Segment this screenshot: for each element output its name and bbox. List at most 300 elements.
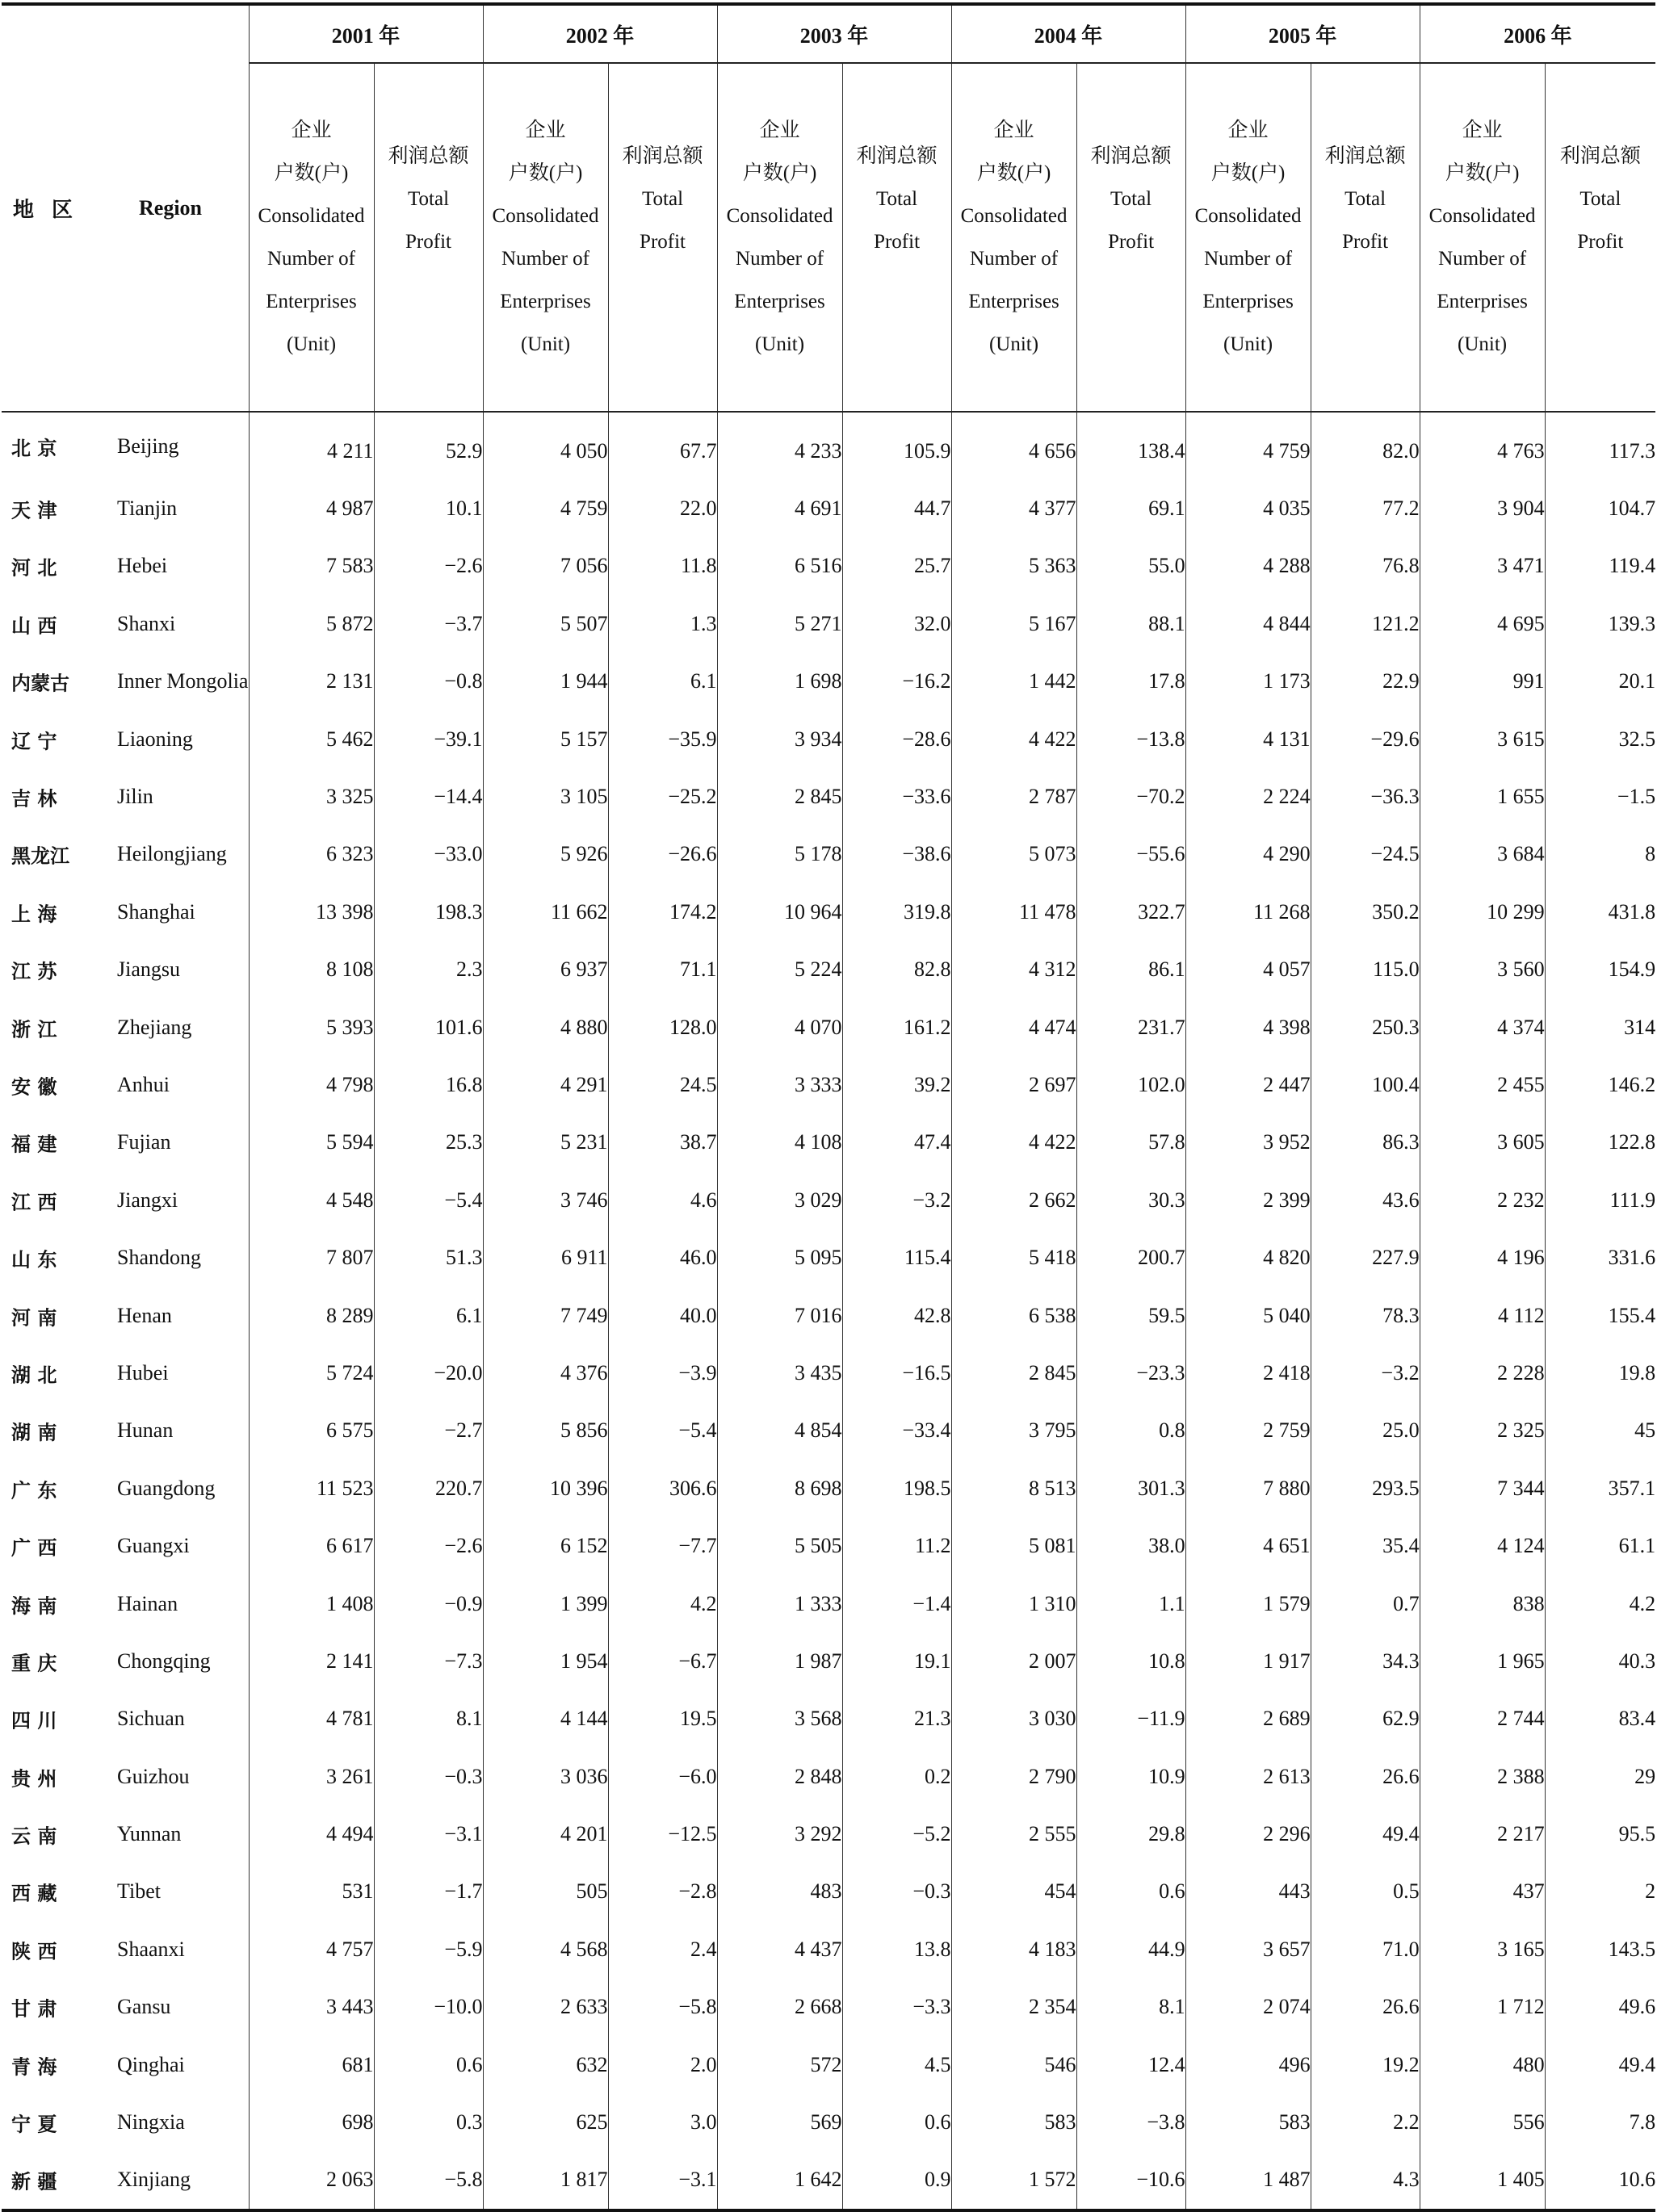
region-name-cn: 天 津 bbox=[11, 499, 57, 522]
region-cell bbox=[2, 1402, 249, 1460]
profit-cell: 10.9 bbox=[1076, 1748, 1185, 1805]
enterprises-cell: 1 579 bbox=[1185, 1575, 1311, 1632]
region-label-en: Region bbox=[139, 196, 202, 220]
enterprises-cell: 10 299 bbox=[1420, 883, 1545, 941]
region-name-en: Hainan bbox=[117, 1591, 178, 1615]
enterprises-cell: 4 422 bbox=[951, 710, 1076, 768]
enterprises-cell: 2 131 bbox=[249, 653, 374, 710]
profit-cell: −5.4 bbox=[608, 1402, 717, 1460]
profit-cell: −13.8 bbox=[1076, 710, 1185, 768]
region-name-en: Tianjin bbox=[117, 496, 178, 521]
enterprises-cell: 5 167 bbox=[951, 595, 1076, 652]
profit-cell: 22.9 bbox=[1311, 653, 1420, 710]
profit-cell: 82.8 bbox=[842, 941, 951, 999]
year-header: 2006 年 bbox=[1420, 4, 1655, 63]
enterprises-cell: 4 987 bbox=[249, 480, 374, 537]
enterprises-cell: 625 bbox=[483, 2093, 608, 2151]
profit-cell: 154.9 bbox=[1545, 941, 1655, 999]
profit-cell: 4.2 bbox=[608, 1575, 717, 1632]
table-row bbox=[2, 1575, 1655, 1632]
region-name-cn: 贵 州 bbox=[11, 1767, 57, 1791]
profit-cell: 0.8 bbox=[1076, 1402, 1185, 1460]
enterprises-cell: 3 746 bbox=[483, 1171, 608, 1229]
enterprises-header-line: Enterprises bbox=[266, 291, 357, 312]
enterprises-cell: 5 040 bbox=[1185, 1287, 1311, 1344]
region-column-header bbox=[2, 4, 249, 412]
profit-cell: 26.6 bbox=[1311, 1979, 1420, 2036]
table-row bbox=[2, 1402, 1655, 1460]
table-row bbox=[2, 412, 1655, 480]
enterprises-cell: 1 399 bbox=[483, 1575, 608, 1632]
profit-cell: 4.6 bbox=[608, 1171, 717, 1229]
profit-cell: 43.6 bbox=[1311, 1171, 1420, 1229]
enterprises-cell: 5 271 bbox=[717, 595, 842, 652]
region-cell bbox=[2, 1287, 249, 1344]
region-cell bbox=[2, 1229, 249, 1286]
profit-cell: 40.3 bbox=[1545, 1632, 1655, 1690]
profit-header-line: Profit bbox=[874, 231, 921, 253]
profit-cell: 227.9 bbox=[1311, 1229, 1420, 1286]
profit-header-line: 利润总额 bbox=[388, 145, 469, 167]
enterprises-cell: 1 487 bbox=[1185, 2151, 1311, 2210]
enterprises-cell: 1 405 bbox=[1420, 2151, 1545, 2210]
enterprises-cell: 5 081 bbox=[951, 1517, 1076, 1574]
region-name-cn: 湖 南 bbox=[11, 1421, 57, 1444]
enterprises-cell: 3 325 bbox=[249, 768, 374, 825]
table-row bbox=[2, 538, 1655, 595]
profit-cell: 322.7 bbox=[1076, 883, 1185, 941]
enterprises-cell: 546 bbox=[951, 2036, 1076, 2093]
profit-cell: −5.8 bbox=[608, 1979, 717, 2036]
region-name-cn: 河 北 bbox=[11, 556, 57, 580]
profit-cell: 2.4 bbox=[608, 1921, 717, 1978]
enterprises-cell: 6 323 bbox=[249, 826, 374, 883]
profit-header bbox=[1076, 63, 1185, 412]
profit-header-line: 利润总额 bbox=[856, 145, 938, 167]
enterprises-cell: 1 987 bbox=[717, 1632, 842, 1690]
profit-cell: 2 bbox=[1545, 1863, 1655, 1921]
enterprises-cell: 5 505 bbox=[717, 1517, 842, 1574]
enterprises-cell: 1 698 bbox=[717, 653, 842, 710]
enterprises-cell: 1 408 bbox=[249, 1575, 374, 1632]
table-row bbox=[2, 2151, 1655, 2210]
profit-cell: 24.5 bbox=[608, 1056, 717, 1113]
profit-cell: −5.4 bbox=[374, 1171, 483, 1229]
enterprises-header-line: Number of bbox=[736, 248, 824, 270]
enterprises-header-line: 户数(户) bbox=[508, 162, 583, 184]
table-row bbox=[2, 883, 1655, 941]
profit-cell: 0.6 bbox=[374, 2036, 483, 2093]
profit-cell: −7.3 bbox=[374, 1632, 483, 1690]
profit-cell: 139.3 bbox=[1545, 595, 1655, 652]
profit-header-line: Profit bbox=[640, 231, 686, 253]
profit-cell: 161.2 bbox=[842, 999, 951, 1056]
enterprises-cell: 6 516 bbox=[717, 538, 842, 595]
profit-cell: −24.5 bbox=[1311, 826, 1420, 883]
profit-header-line: 利润总额 bbox=[1559, 145, 1641, 167]
enterprises-cell: 5 073 bbox=[951, 826, 1076, 883]
profit-cell: −33.4 bbox=[842, 1402, 951, 1460]
enterprises-cell: 2 325 bbox=[1420, 1402, 1545, 1460]
table-row bbox=[2, 1632, 1655, 1690]
profit-cell: 11.8 bbox=[608, 538, 717, 595]
profit-cell: 174.2 bbox=[608, 883, 717, 941]
region-cell bbox=[2, 1805, 249, 1862]
profit-header-line: Total bbox=[642, 188, 684, 210]
profit-cell: 61.1 bbox=[1545, 1517, 1655, 1574]
profit-header bbox=[842, 63, 951, 412]
profit-cell: 105.9 bbox=[842, 412, 951, 480]
profit-cell: −26.6 bbox=[608, 826, 717, 883]
profit-cell: −33.0 bbox=[374, 826, 483, 883]
profit-cell: 4.5 bbox=[842, 2036, 951, 2093]
enterprises-cell: 4 035 bbox=[1185, 480, 1311, 537]
profit-cell: 101.6 bbox=[374, 999, 483, 1056]
enterprises-header-line: 企业 bbox=[1462, 119, 1503, 141]
enterprises-cell: 2 662 bbox=[951, 1171, 1076, 1229]
region-name-cn: 江 苏 bbox=[11, 960, 57, 983]
enterprises-cell: 4 781 bbox=[249, 1690, 374, 1748]
enterprises-header-line: 户数(户) bbox=[1445, 162, 1520, 184]
region-cell bbox=[2, 1114, 249, 1171]
enterprises-cell: 1 917 bbox=[1185, 1632, 1311, 1690]
profit-cell: 306.6 bbox=[608, 1460, 717, 1517]
enterprises-cell: 4 233 bbox=[717, 412, 842, 480]
enterprises-header-line: Number of bbox=[267, 248, 355, 270]
profit-cell: 25.3 bbox=[374, 1114, 483, 1171]
profit-cell: 100.4 bbox=[1311, 1056, 1420, 1113]
enterprises-cell: 6 617 bbox=[249, 1517, 374, 1574]
enterprises-cell: 4 695 bbox=[1420, 595, 1545, 652]
enterprises-header-line: Consolidated bbox=[492, 205, 599, 227]
region-cell bbox=[2, 538, 249, 595]
profit-cell: 301.3 bbox=[1076, 1460, 1185, 1517]
enterprises-cell: 2 759 bbox=[1185, 1402, 1311, 1460]
enterprises-cell: 10 964 bbox=[717, 883, 842, 941]
enterprises-cell: 2 447 bbox=[1185, 1056, 1311, 1113]
enterprises-cell: 11 662 bbox=[483, 883, 608, 941]
enterprises-cell: 8 108 bbox=[249, 941, 374, 999]
profit-cell: 86.3 bbox=[1311, 1114, 1420, 1171]
enterprises-cell: 3 560 bbox=[1420, 941, 1545, 999]
enterprises-cell: 1 817 bbox=[483, 2151, 608, 2210]
profit-cell: 19.2 bbox=[1311, 2036, 1420, 2093]
enterprises-cell: 8 289 bbox=[249, 1287, 374, 1344]
enterprises-cell: 1 442 bbox=[951, 653, 1076, 710]
profit-cell: 115.0 bbox=[1311, 941, 1420, 999]
region-cell bbox=[2, 768, 249, 825]
profit-cell: 40.0 bbox=[608, 1287, 717, 1344]
enterprises-cell: 3 568 bbox=[717, 1690, 842, 1748]
profit-cell: 111.9 bbox=[1545, 1171, 1655, 1229]
profit-cell: 0.5 bbox=[1311, 1863, 1420, 1921]
profit-cell: 10.8 bbox=[1076, 1632, 1185, 1690]
profit-cell: 8.1 bbox=[1076, 1979, 1185, 2036]
profit-header-line: Profit bbox=[1108, 231, 1155, 253]
enterprises-cell: 4 763 bbox=[1420, 412, 1545, 480]
profit-cell: 16.8 bbox=[374, 1056, 483, 1113]
profit-cell: −0.3 bbox=[842, 1863, 951, 1921]
enterprises-header-line: Consolidated bbox=[1194, 205, 1302, 227]
profit-cell: −55.6 bbox=[1076, 826, 1185, 883]
region-name-cn: 海 南 bbox=[11, 1594, 57, 1617]
profit-cell: 331.6 bbox=[1545, 1229, 1655, 1286]
enterprises-cell: 480 bbox=[1420, 2036, 1545, 2093]
enterprises-cell: 5 393 bbox=[249, 999, 374, 1056]
profit-cell: 0.6 bbox=[1076, 1863, 1185, 1921]
table-row bbox=[2, 2093, 1655, 2151]
region-name-en: Qinghai bbox=[117, 2052, 185, 2076]
profit-cell: 198.3 bbox=[374, 883, 483, 941]
region-cell bbox=[2, 2036, 249, 2093]
region-cell bbox=[2, 941, 249, 999]
profit-header-line: 利润总额 bbox=[622, 145, 703, 167]
region-name-cn: 重 庆 bbox=[11, 1652, 57, 1675]
region-name-cn: 黑龙江 bbox=[11, 844, 69, 868]
profit-cell: −10.0 bbox=[374, 1979, 483, 2036]
enterprises-cell: 2 296 bbox=[1185, 1805, 1311, 1862]
enterprises-cell: 3 165 bbox=[1420, 1921, 1545, 1978]
enterprises-header-line: Number of bbox=[1204, 248, 1293, 270]
enterprises-cell: 5 224 bbox=[717, 941, 842, 999]
enterprises-cell: 6 575 bbox=[249, 1402, 374, 1460]
region-name-cn: 青 海 bbox=[11, 2055, 57, 2079]
enterprises-header-line: Enterprises bbox=[734, 291, 825, 312]
enterprises-cell: 4 437 bbox=[717, 1921, 842, 1978]
profit-cell: 1.1 bbox=[1076, 1575, 1185, 1632]
enterprises-cell: 7 807 bbox=[249, 1229, 374, 1286]
profit-cell: −29.6 bbox=[1311, 710, 1420, 768]
enterprises-cell: 4 183 bbox=[951, 1921, 1076, 1978]
region-name-cn: 安 徽 bbox=[11, 1075, 57, 1099]
statistics-table bbox=[2, 2, 1655, 2212]
profit-cell: 44.7 bbox=[842, 480, 951, 537]
enterprises-cell: 1 642 bbox=[717, 2151, 842, 2210]
region-name-cn: 四 川 bbox=[11, 1709, 57, 1732]
profit-cell: 39.2 bbox=[842, 1056, 951, 1113]
profit-cell: −1.5 bbox=[1545, 768, 1655, 825]
region-name-en: Jiangsu bbox=[117, 957, 180, 982]
region-name-en: Ningxia bbox=[117, 2110, 185, 2134]
profit-cell: 49.4 bbox=[1545, 2036, 1655, 2093]
region-name-en: Guangdong bbox=[117, 1476, 216, 1500]
year-header: 2005 年 bbox=[1185, 4, 1420, 63]
profit-cell: 20.1 bbox=[1545, 653, 1655, 710]
profit-cell: 293.5 bbox=[1311, 1460, 1420, 1517]
profit-cell: −3.8 bbox=[1076, 2093, 1185, 2151]
profit-cell: −5.8 bbox=[374, 2151, 483, 2210]
enterprises-cell: 2 790 bbox=[951, 1748, 1076, 1805]
enterprises-cell: 2 845 bbox=[717, 768, 842, 825]
table-row bbox=[2, 1171, 1655, 1229]
profit-cell: 13.8 bbox=[842, 1921, 951, 1978]
region-cell bbox=[2, 595, 249, 652]
enterprises-header-line: 企业 bbox=[525, 119, 566, 141]
enterprises-cell: 4 568 bbox=[483, 1921, 608, 1978]
profit-cell: 55.0 bbox=[1076, 538, 1185, 595]
enterprises-cell: 4 124 bbox=[1420, 1517, 1545, 1574]
region-name-cn: 福 建 bbox=[11, 1133, 57, 1156]
enterprises-cell: 2 613 bbox=[1185, 1748, 1311, 1805]
profit-header-line: Profit bbox=[1342, 231, 1389, 253]
enterprises-header-line: Consolidated bbox=[1428, 205, 1536, 227]
profit-cell: −12.5 bbox=[608, 1805, 717, 1862]
region-cell bbox=[2, 1056, 249, 1113]
enterprises-cell: 3 435 bbox=[717, 1344, 842, 1401]
table-row bbox=[2, 1460, 1655, 1517]
profit-cell: 6.1 bbox=[608, 653, 717, 710]
table-row bbox=[2, 1979, 1655, 2036]
enterprises-cell: 6 911 bbox=[483, 1229, 608, 1286]
table-row bbox=[2, 1863, 1655, 1921]
region-name-en: Tibet bbox=[117, 1879, 161, 1904]
enterprises-cell: 4 144 bbox=[483, 1690, 608, 1748]
profit-cell: 7.8 bbox=[1545, 2093, 1655, 2151]
table-row bbox=[2, 1056, 1655, 1113]
profit-cell: 6.1 bbox=[374, 1287, 483, 1344]
profit-cell: 3.0 bbox=[608, 2093, 717, 2151]
region-name-en: Sichuan bbox=[117, 1707, 185, 1731]
enterprises-header-line: Number of bbox=[501, 248, 590, 270]
profit-cell: −2.6 bbox=[374, 538, 483, 595]
enterprises-cell: 2 668 bbox=[717, 1979, 842, 2036]
region-name-en: Heilongjiang bbox=[117, 842, 227, 866]
profit-header-line: Profit bbox=[405, 231, 451, 253]
enterprises-cell: 531 bbox=[249, 1863, 374, 1921]
enterprises-cell: 5 462 bbox=[249, 710, 374, 768]
profit-cell: −5.9 bbox=[374, 1921, 483, 1978]
enterprises-cell: 583 bbox=[951, 2093, 1076, 2151]
profit-header-line: 利润总额 bbox=[1090, 145, 1172, 167]
region-name-en: Guizhou bbox=[117, 1764, 190, 1788]
profit-cell: 71.1 bbox=[608, 941, 717, 999]
enterprises-header-line: 企业 bbox=[993, 119, 1034, 141]
profit-cell: 350.2 bbox=[1311, 883, 1420, 941]
region-name-cn: 宁 夏 bbox=[11, 2113, 57, 2136]
enterprises-cell: 4 844 bbox=[1185, 595, 1311, 652]
profit-cell: 10.1 bbox=[374, 480, 483, 537]
enterprises-header-line: (Unit) bbox=[1223, 333, 1273, 355]
table-row bbox=[2, 1748, 1655, 1805]
enterprises-header-line: Enterprises bbox=[1202, 291, 1294, 312]
region-cell bbox=[2, 1460, 249, 1517]
enterprises-cell: 3 030 bbox=[951, 1690, 1076, 1748]
region-cell bbox=[2, 999, 249, 1056]
profit-cell: 155.4 bbox=[1545, 1287, 1655, 1344]
table-row bbox=[2, 941, 1655, 999]
column-subheader-row bbox=[2, 63, 1655, 412]
region-name-cn: 西 藏 bbox=[11, 1882, 57, 1905]
enterprises-cell: 2 555 bbox=[951, 1805, 1076, 1862]
profit-header bbox=[608, 63, 717, 412]
enterprises-cell: 4 291 bbox=[483, 1056, 608, 1113]
enterprises-cell: 4 398 bbox=[1185, 999, 1311, 1056]
enterprises-cell: 2 063 bbox=[249, 2151, 374, 2210]
enterprises-header-line: Consolidated bbox=[258, 205, 365, 227]
enterprises-cell: 2 787 bbox=[951, 768, 1076, 825]
enterprises-cell: 3 443 bbox=[249, 1979, 374, 2036]
profit-cell: −2.8 bbox=[608, 1863, 717, 1921]
region-cell bbox=[2, 710, 249, 768]
profit-cell: 10.6 bbox=[1545, 2151, 1655, 2210]
enterprises-cell: 2 455 bbox=[1420, 1056, 1545, 1113]
region-name-en: Hunan bbox=[117, 1418, 174, 1443]
enterprises-cell: 4 820 bbox=[1185, 1229, 1311, 1286]
enterprises-cell: 3 036 bbox=[483, 1748, 608, 1805]
profit-cell: −14.4 bbox=[374, 768, 483, 825]
enterprises-header-line: (Unit) bbox=[754, 333, 805, 355]
profit-cell: 46.0 bbox=[608, 1229, 717, 1286]
enterprises-cell: 3 105 bbox=[483, 768, 608, 825]
enterprises-cell: 7 344 bbox=[1420, 1460, 1545, 1517]
profit-cell: 22.0 bbox=[608, 480, 717, 537]
table-body bbox=[2, 412, 1655, 2210]
profit-cell: −0.3 bbox=[374, 1748, 483, 1805]
enterprises-cell: 3 471 bbox=[1420, 538, 1545, 595]
profit-cell: 67.7 bbox=[608, 412, 717, 480]
enterprises-cell: 11 478 bbox=[951, 883, 1076, 941]
enterprises-cell: 5 872 bbox=[249, 595, 374, 652]
enterprises-cell: 4 422 bbox=[951, 1114, 1076, 1171]
enterprises-cell: 1 712 bbox=[1420, 1979, 1545, 2036]
profit-cell: 25.0 bbox=[1311, 1402, 1420, 1460]
enterprises-cell: 5 856 bbox=[483, 1402, 608, 1460]
enterprises-cell: 4 201 bbox=[483, 1805, 608, 1862]
enterprises-cell: 3 605 bbox=[1420, 1114, 1545, 1171]
profit-header-line: Total bbox=[1110, 188, 1152, 210]
enterprises-cell: 2 228 bbox=[1420, 1344, 1545, 1401]
enterprises-cell: 681 bbox=[249, 2036, 374, 2093]
enterprises-cell: 7 749 bbox=[483, 1287, 608, 1344]
table-header bbox=[2, 4, 1655, 412]
enterprises-cell: 4 108 bbox=[717, 1114, 842, 1171]
enterprises-cell: 4 057 bbox=[1185, 941, 1311, 999]
enterprises-cell: 2 418 bbox=[1185, 1344, 1311, 1401]
enterprises-cell: 4 070 bbox=[717, 999, 842, 1056]
enterprises-cell: 483 bbox=[717, 1863, 842, 1921]
profit-header bbox=[374, 63, 483, 412]
enterprises-header-line: Enterprises bbox=[968, 291, 1059, 312]
profit-cell: 138.4 bbox=[1076, 412, 1185, 480]
profit-cell: 34.3 bbox=[1311, 1632, 1420, 1690]
profit-cell: 45 bbox=[1545, 1402, 1655, 1460]
enterprises-cell: 4 759 bbox=[1185, 412, 1311, 480]
region-name-en: Guangxi bbox=[117, 1534, 190, 1558]
profit-cell: −16.2 bbox=[842, 653, 951, 710]
enterprises-cell: 2 399 bbox=[1185, 1171, 1311, 1229]
profit-cell: 30.3 bbox=[1076, 1171, 1185, 1229]
enterprises-cell: 496 bbox=[1185, 2036, 1311, 2093]
enterprises-cell: 7 056 bbox=[483, 538, 608, 595]
profit-cell: 49.4 bbox=[1311, 1805, 1420, 1862]
profit-cell: −3.1 bbox=[608, 2151, 717, 2210]
profit-cell: 220.7 bbox=[374, 1460, 483, 1517]
table-row bbox=[2, 1344, 1655, 1401]
profit-cell: −3.9 bbox=[608, 1344, 717, 1401]
enterprises-cell: 4 312 bbox=[951, 941, 1076, 999]
profit-cell: 119.4 bbox=[1545, 538, 1655, 595]
enterprises-cell: 2 354 bbox=[951, 1979, 1076, 2036]
enterprises-cell: 2 007 bbox=[951, 1632, 1076, 1690]
profit-cell: 122.8 bbox=[1545, 1114, 1655, 1171]
enterprises-cell: 2 845 bbox=[951, 1344, 1076, 1401]
enterprises-cell: 3 904 bbox=[1420, 480, 1545, 537]
profit-cell: 69.1 bbox=[1076, 480, 1185, 537]
profit-cell: −6.0 bbox=[608, 1748, 717, 1805]
enterprises-cell: 5 178 bbox=[717, 826, 842, 883]
profit-cell: 121.2 bbox=[1311, 595, 1420, 652]
profit-cell: 19.8 bbox=[1545, 1344, 1655, 1401]
